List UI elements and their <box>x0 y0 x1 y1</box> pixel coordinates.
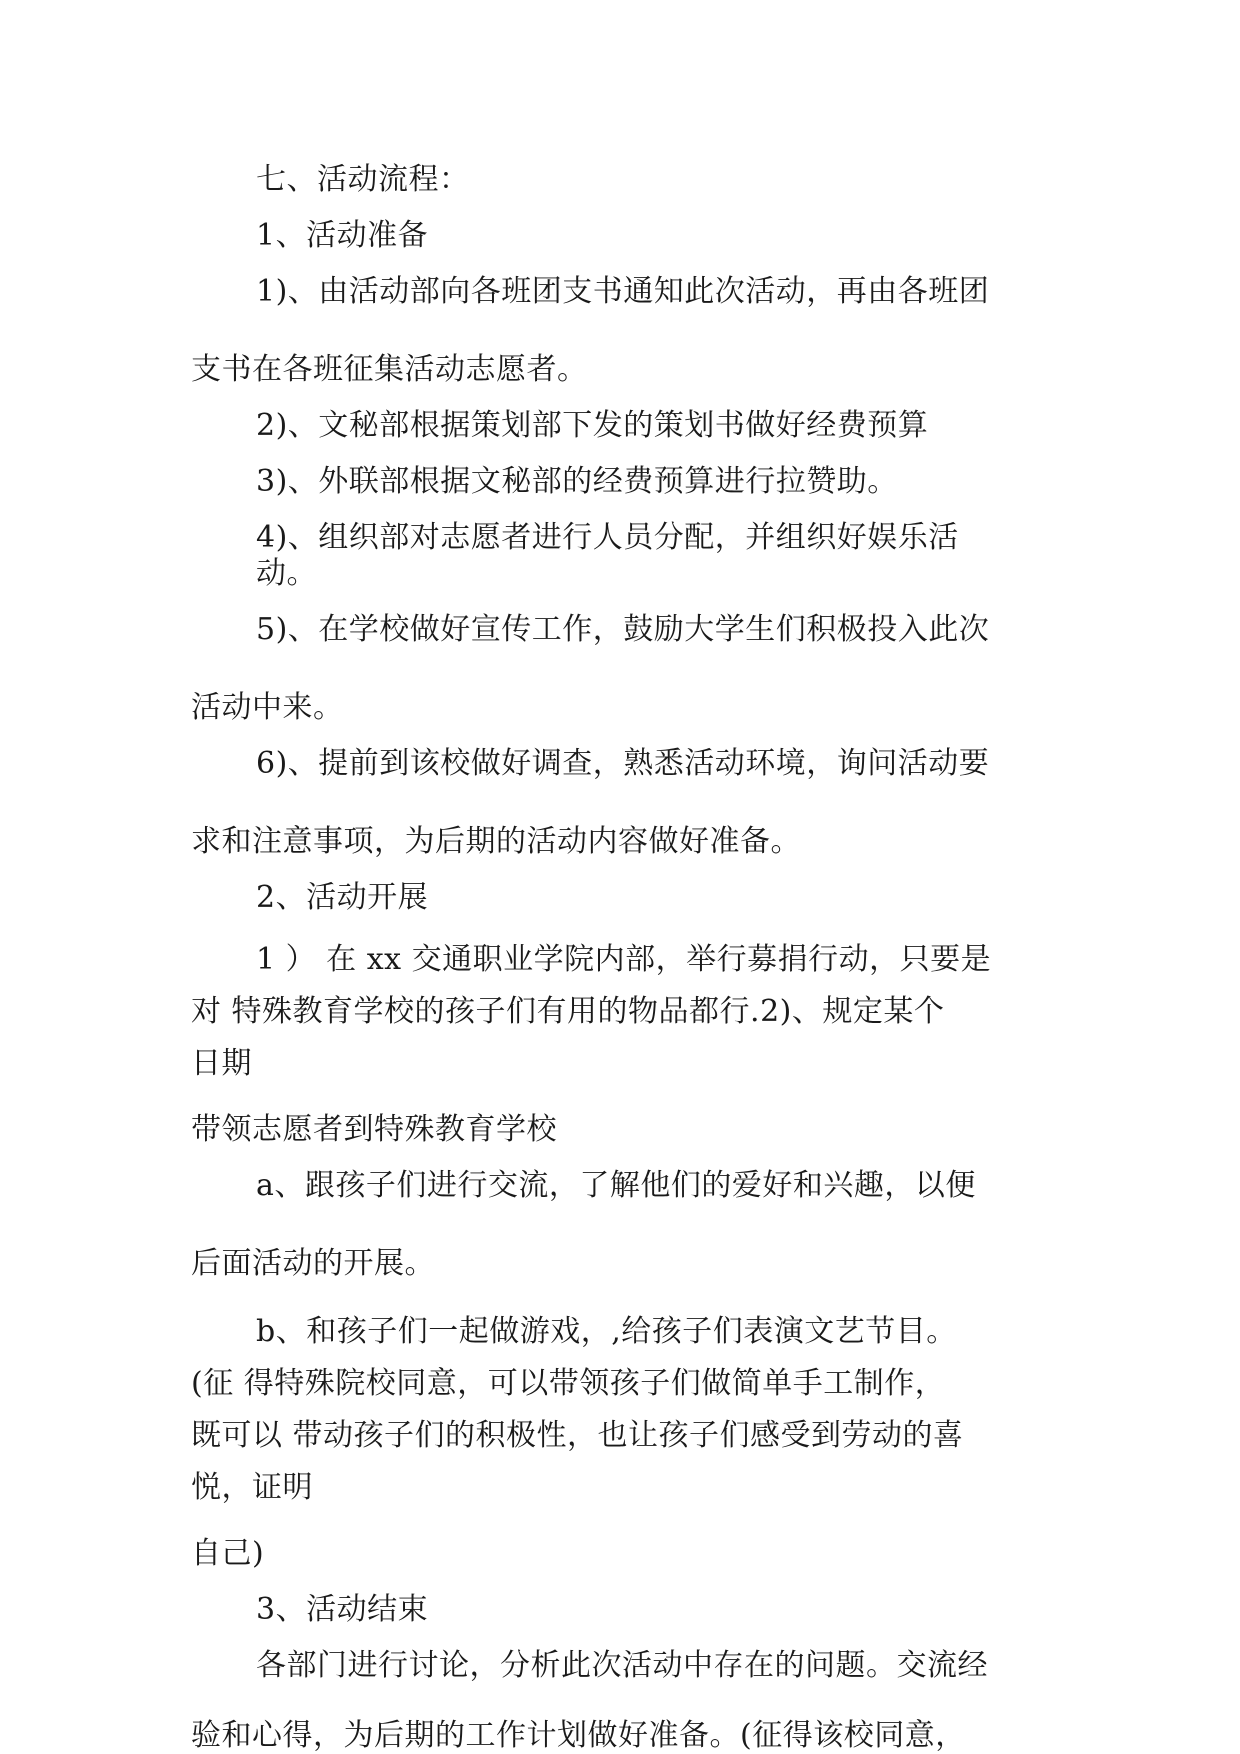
paragraph-line: 验和心得，为后期的工作计划做好准备。(征得该校同意， <box>191 1718 966 1753</box>
paragraph-line: 各部门进行讨论，分析此次活动中存在的问题。交流经 <box>256 1648 988 1683</box>
paragraph-line: 悦，证明 <box>191 1470 313 1505</box>
paragraph-line: 自己) <box>191 1536 265 1571</box>
paragraph-line: 6)、提前到该校做好调查，熟悉活动环境，询问活动要 <box>256 746 990 781</box>
subsection-heading: 1、活动准备 <box>256 218 429 253</box>
paragraph-line: a、跟孩子们进行交流，了解他们的爱好和兴趣，以便 <box>256 1168 976 1203</box>
paragraph-line: 2)、文秘部根据策划部下发的策划书做好经费预算 <box>256 408 929 443</box>
paragraph-line: 5)、在学校做好宣传工作，鼓励大学生们积极投入此次 <box>256 612 990 647</box>
paragraph-line: 活动中来。 <box>191 690 344 725</box>
paragraph-line: 动。 <box>256 556 317 591</box>
paragraph-line: 1)、由活动部向各班团支书通知此次活动，再由各班团 <box>256 274 990 309</box>
paragraph-line: (征 得特殊院校同意，可以带领孩子们做简单手工制作， <box>191 1366 946 1401</box>
paragraph-line: b、和孩子们一起做游戏，,给孩子们表演文艺节目。 <box>256 1314 957 1349</box>
paragraph-line: 支书在各班征集活动志愿者。 <box>191 352 588 387</box>
subsection-heading: 2、活动开展 <box>256 880 429 915</box>
paragraph-line: 日期 <box>191 1046 252 1081</box>
paragraph-line: 既可以 带动孩子们的积极性，也让孩子们感受到劳动的喜 <box>191 1418 964 1453</box>
section-heading: 七、活动流程： <box>256 162 470 197</box>
paragraph-line: 求和注意事项，为后期的活动内容做好准备。 <box>191 824 801 859</box>
paragraph-line: 1 ） 在 xx 交通职业学院内部，举行募捐行动，只要是 <box>256 942 992 977</box>
subsection-heading: 3、活动结束 <box>256 1592 429 1627</box>
paragraph-line: 对 特殊教育学校的孩子们有用的物品都行.2)、规定某个 <box>191 994 945 1029</box>
paragraph-line: 4)、组织部对志愿者进行人员分配，并组织好娱乐活 <box>256 520 959 555</box>
paragraph-line: 后面活动的开展。 <box>191 1246 435 1281</box>
paragraph-line: 带领志愿者到特殊教育学校 <box>191 1112 557 1147</box>
paragraph-line: 3)、外联部根据文秘部的经费预算进行拉赞助。 <box>256 464 898 499</box>
